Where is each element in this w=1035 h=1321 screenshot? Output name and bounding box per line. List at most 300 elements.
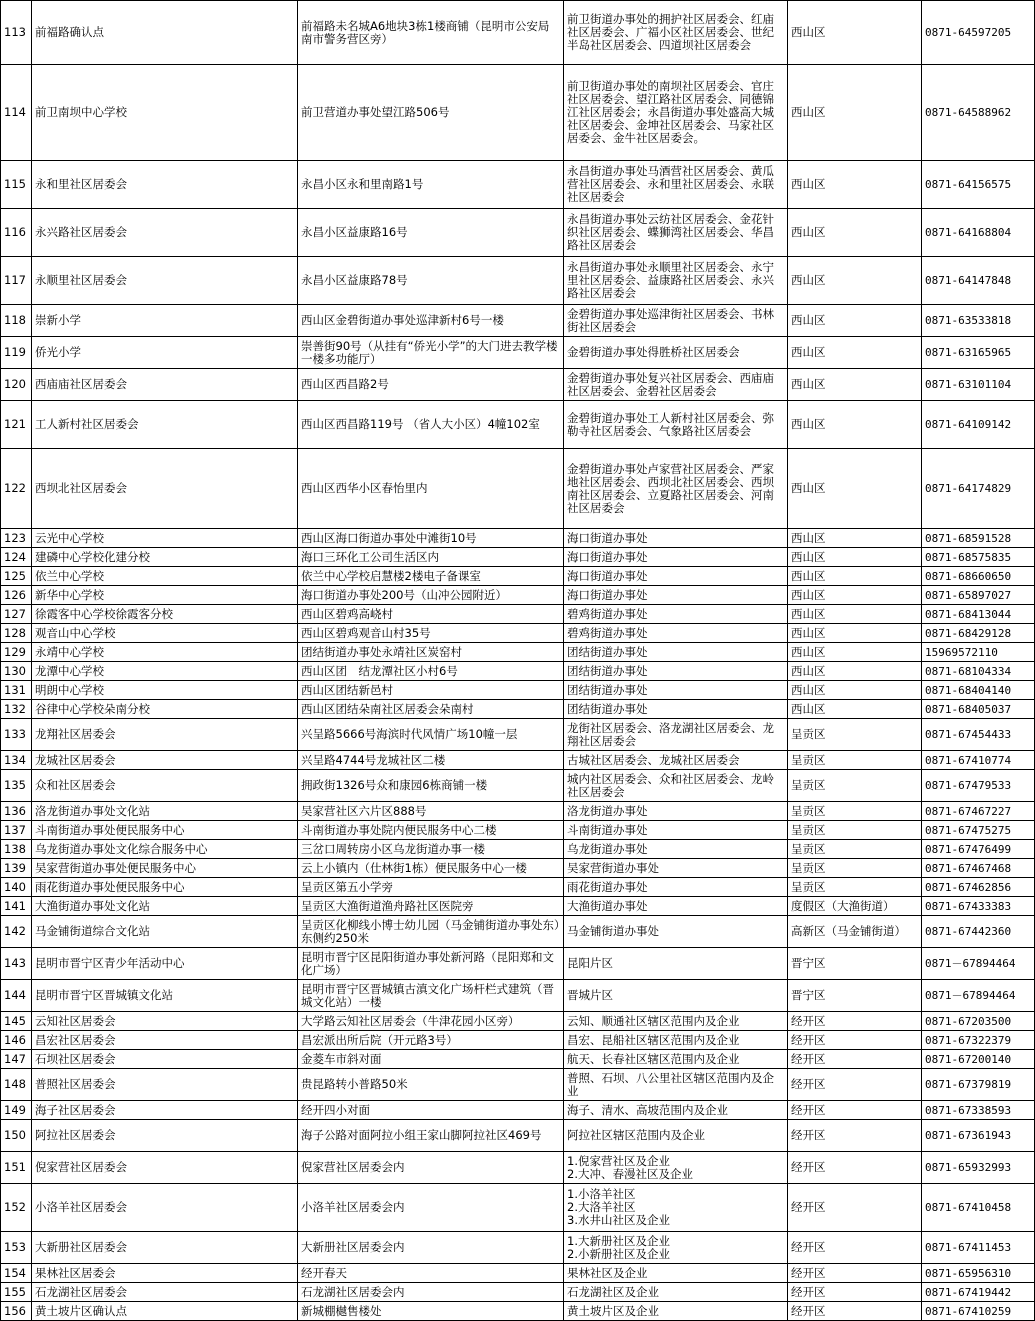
cell-district: 西山区 (788, 401, 922, 449)
cell-no: 144 (1, 980, 32, 1012)
cell-name: 黄土坡片区确认点 (32, 1302, 298, 1321)
cell-phone: 0871-64174829 (922, 449, 1035, 529)
cell-address: 大新册社区居委会内 (298, 1232, 564, 1264)
cell-scope: 洛龙街道办事处 (564, 802, 788, 821)
cell-scope: 黄土坡片区及企业 (564, 1302, 788, 1321)
cell-phone: 0871-63165965 (922, 337, 1035, 369)
cell-no: 147 (1, 1050, 32, 1069)
cell-phone: 0871-67411453 (922, 1232, 1035, 1264)
cell-phone: 0871-68660650 (922, 567, 1035, 586)
cell-name: 永顺里社区居委会 (32, 257, 298, 305)
cell-phone: 0871-67410259 (922, 1302, 1035, 1321)
cell-name: 永和里社区居委会 (32, 161, 298, 209)
cell-district: 西山区 (788, 624, 922, 643)
cell-district: 西山区 (788, 161, 922, 209)
table-row (1, 586, 1035, 605)
cell-address: 昆明市晋宁区晋城镇古滇文化广场杆栏式建筑（晋城文化站）一楼 (298, 980, 564, 1012)
cell-address: 贵昆路转小普路50米 (298, 1069, 564, 1101)
cell-scope: 永昌街道办事处云纺社区居委会、金花针织社区居委会、蝶狮湾社区居委会、华昌路社区居委会 (564, 209, 788, 257)
cell-district: 经开区 (788, 1232, 922, 1264)
cell-district: 西山区 (788, 643, 922, 662)
cell-address: 倪家营社区居委会内 (298, 1152, 564, 1184)
cell-no: 126 (1, 586, 32, 605)
cell-name: 永靖中心学校 (32, 643, 298, 662)
cell-address: 吴家营社区六片区888号 (298, 802, 564, 821)
cell-no: 122 (1, 449, 32, 529)
cell-address: 新城棚樾售楼处 (298, 1302, 564, 1321)
cell-no: 127 (1, 605, 32, 624)
cell-name: 龙城社区居委会 (32, 751, 298, 770)
cell-scope: 永昌街道办事处马酒营社区居委会、黄瓜营社区居委会、永和里社区居委会、永联社区居委会 (564, 161, 788, 209)
cell-address: 昆明市晋宁区昆阳街道办事处新河路（昆阳郑和文化广场） (298, 948, 564, 980)
cell-name: 果林社区居委会 (32, 1264, 298, 1283)
cell-address: 经开春天 (298, 1264, 564, 1283)
cell-district: 晋宁区 (788, 948, 922, 980)
cell-phone: 0871-65956310 (922, 1264, 1035, 1283)
cell-phone: 0871-67475275 (922, 821, 1035, 840)
table-row (1, 878, 1035, 897)
cell-scope: 昌宏、昆船社区辖区范围内及企业 (564, 1031, 788, 1050)
cell-scope: 马金铺街道办事处 (564, 916, 788, 948)
cell-scope: 团结街道办事处 (564, 681, 788, 700)
cell-name: 永兴路社区居委会 (32, 209, 298, 257)
cell-address: 西山区团 结龙潭社区小村6号 (298, 662, 564, 681)
cell-no: 142 (1, 916, 32, 948)
cell-name: 大渔街道办事处文化站 (32, 897, 298, 916)
cell-name: 云光中心学校 (32, 529, 298, 548)
cell-scope: 城内社区居委会、众和社区居委会、龙岭社区居委会 (564, 770, 788, 802)
cell-name: 洛龙街道办事处文化站 (32, 802, 298, 821)
cell-name: 谷律中心学校朵南分校 (32, 700, 298, 719)
table-row (1, 605, 1035, 624)
cell-no: 148 (1, 1069, 32, 1101)
cell-phone: 0871-67467227 (922, 802, 1035, 821)
cell-address: 大学路云知社区居委会（牛津花园小区旁） (298, 1012, 564, 1031)
cell-phone: 0871-67442360 (922, 916, 1035, 948)
table-row (1, 770, 1035, 802)
cell-name: 徐霞客中心学校徐霞客分校 (32, 605, 298, 624)
table-row (1, 209, 1035, 257)
cell-no: 141 (1, 897, 32, 916)
cell-address: 永昌小区永和里南路1号 (298, 161, 564, 209)
cell-address: 崇善街90号（从挂有“侨光小学”的大门进去教学楼一楼多功能厅） (298, 337, 564, 369)
cell-name: 石坝社区居委会 (32, 1050, 298, 1069)
cell-district: 呈贡区 (788, 770, 922, 802)
cell-no: 128 (1, 624, 32, 643)
cell-district: 经开区 (788, 1264, 922, 1283)
cell-phone: 0871-67433383 (922, 897, 1035, 916)
cell-district: 呈贡区 (788, 840, 922, 859)
cell-address: 西山区西昌路2号 (298, 369, 564, 401)
cell-name: 建磷中心学校化建分校 (32, 548, 298, 567)
table-row (1, 916, 1035, 948)
cell-district: 西山区 (788, 65, 922, 161)
cell-scope: 碧鸡街道办事处 (564, 624, 788, 643)
cell-address: 兴呈路5666号海滨时代风情广场10幢一层 (298, 719, 564, 751)
cell-phone: 0871-67379819 (922, 1069, 1035, 1101)
cell-phone: 0871-64156575 (922, 161, 1035, 209)
cell-phone: 0871-67419442 (922, 1283, 1035, 1302)
table-row (1, 681, 1035, 700)
cell-name: 小洛羊社区居委会 (32, 1184, 298, 1232)
cell-name: 倪家营社区居委会 (32, 1152, 298, 1184)
cell-no: 131 (1, 681, 32, 700)
cell-name: 前福路确认点 (32, 1, 298, 65)
cell-address: 呈贡区第五小学旁 (298, 878, 564, 897)
cell-phone: 0871-65932993 (922, 1152, 1035, 1184)
cell-scope: 海口街道办事处 (564, 586, 788, 605)
cell-phone: 0871-67200140 (922, 1050, 1035, 1069)
cell-district: 西山区 (788, 605, 922, 624)
cell-district: 晋宁区 (788, 980, 922, 1012)
cell-address: 斗南街道办事处院内便民服务中心二楼 (298, 821, 564, 840)
cell-scope: 果林社区及企业 (564, 1264, 788, 1283)
cell-scope: 晋城片区 (564, 980, 788, 1012)
cell-phone: 0871-68413044 (922, 605, 1035, 624)
cell-scope: 大渔街道办事处 (564, 897, 788, 916)
cell-address: 拥政街1326号众和康园6栋商铺一楼 (298, 770, 564, 802)
cell-no: 115 (1, 161, 32, 209)
cell-address: 西山区西昌路119号 （省人大小区）4幢102室 (298, 401, 564, 449)
cell-no: 120 (1, 369, 32, 401)
cell-scope: 海口街道办事处 (564, 548, 788, 567)
cell-no: 150 (1, 1120, 32, 1152)
cell-address: 经开四小对面 (298, 1101, 564, 1120)
cell-no: 130 (1, 662, 32, 681)
cell-no: 145 (1, 1012, 32, 1031)
cell-no: 114 (1, 65, 32, 161)
cell-address: 石龙湖社区居委会内 (298, 1283, 564, 1302)
table-row (1, 1152, 1035, 1184)
cell-phone: 0871-67476499 (922, 840, 1035, 859)
cell-scope: 普照、石坝、八公里社区辖区范围内及企业 (564, 1069, 788, 1101)
cell-phone: 0871-65897027 (922, 586, 1035, 605)
cell-address: 兴呈路4744号龙城社区二楼 (298, 751, 564, 770)
table-row (1, 821, 1035, 840)
cell-district: 呈贡区 (788, 719, 922, 751)
cell-phone: 0871－67894464 (922, 980, 1035, 1012)
cell-district: 经开区 (788, 1101, 922, 1120)
cell-scope: 海子、清水、高坡范围内及企业 (564, 1101, 788, 1120)
cell-phone: 0871-68429128 (922, 624, 1035, 643)
cell-name: 大新册社区居委会 (32, 1232, 298, 1264)
cell-address: 前卫营道办事处望江路506号 (298, 65, 564, 161)
cell-address: 云上小镇内（仕林街1栋）便民服务中心一楼 (298, 859, 564, 878)
cell-district: 呈贡区 (788, 821, 922, 840)
table-row (1, 719, 1035, 751)
cell-address: 金菱车市斜对面 (298, 1050, 564, 1069)
cell-scope: 金碧街道办事处卢家营社区居委会、严家地社区居委会、西坝北社区居委会、西坝南社区居委会、立夏路社区居委会、河南社区居委会 (564, 449, 788, 529)
cell-name: 工人新村社区居委会 (32, 401, 298, 449)
cell-address: 西山区西华小区春怡里内 (298, 449, 564, 529)
cell-name: 前卫南坝中心学校 (32, 65, 298, 161)
cell-name: 昆明市晋宁区晋城镇文化站 (32, 980, 298, 1012)
table-row (1, 662, 1035, 681)
cell-scope: 阿拉社区辖区范围内及企业 (564, 1120, 788, 1152)
cell-no: 143 (1, 948, 32, 980)
cell-name: 龙翔社区居委会 (32, 719, 298, 751)
cell-district: 高新区（马金铺街道） (788, 916, 922, 948)
table-row (1, 643, 1035, 662)
cell-name: 云知社区居委会 (32, 1012, 298, 1031)
cell-name: 侨光小学 (32, 337, 298, 369)
cell-name: 普照社区居委会 (32, 1069, 298, 1101)
cell-phone: 0871-64168804 (922, 209, 1035, 257)
cell-name: 阿拉社区居委会 (32, 1120, 298, 1152)
cell-phone: 0871－67894464 (922, 948, 1035, 980)
table-row (1, 337, 1035, 369)
cell-phone: 15969572110 (922, 643, 1035, 662)
cell-name: 依兰中心学校 (32, 567, 298, 586)
cell-address: 依兰中心学校启慧楼2楼电子备课室 (298, 567, 564, 586)
cell-scope: 海口街道办事处 (564, 529, 788, 548)
cell-district: 西山区 (788, 567, 922, 586)
cell-district: 经开区 (788, 1050, 922, 1069)
table-body (1, 1, 1035, 1321)
cell-no: 133 (1, 719, 32, 751)
cell-no: 116 (1, 209, 32, 257)
cell-address: 海口三环化工公司生活区内 (298, 548, 564, 567)
cell-no: 136 (1, 802, 32, 821)
cell-district: 呈贡区 (788, 751, 922, 770)
cell-district: 西山区 (788, 305, 922, 337)
table-row (1, 567, 1035, 586)
cell-address: 海子公路对面阿拉小组王家山脚阿拉社区469号 (298, 1120, 564, 1152)
table-row (1, 1069, 1035, 1101)
cell-phone: 0871-68591528 (922, 529, 1035, 548)
cell-name: 昆明市晋宁区青少年活动中心 (32, 948, 298, 980)
cell-address: 永昌小区益康路78号 (298, 257, 564, 305)
cell-phone: 0871-64147848 (922, 257, 1035, 305)
cell-phone: 0871-68405037 (922, 700, 1035, 719)
cell-no: 125 (1, 567, 32, 586)
cell-no: 137 (1, 821, 32, 840)
cell-address: 西山区海口街道办事处中滩街10号 (298, 529, 564, 548)
cell-district: 呈贡区 (788, 802, 922, 821)
cell-district: 西山区 (788, 548, 922, 567)
cell-scope: 金碧街道办事处复兴社区居委会、西庙庙社区居委会、金碧社区居委会 (564, 369, 788, 401)
cell-district: 西山区 (788, 662, 922, 681)
cell-address: 海口街道办事处200号（山冲公园附近） (298, 586, 564, 605)
table-row (1, 1232, 1035, 1264)
cell-no: 152 (1, 1184, 32, 1232)
cell-name: 海子社区居委会 (32, 1101, 298, 1120)
cell-phone: 0871-63533818 (922, 305, 1035, 337)
table-row (1, 1264, 1035, 1283)
cell-no: 138 (1, 840, 32, 859)
cell-name: 新华中心学校 (32, 586, 298, 605)
cell-district: 度假区（大渔街道） (788, 897, 922, 916)
cell-scope: 金碧街道办事处巡津街社区居委会、书林街社区居委会 (564, 305, 788, 337)
cell-phone: 0871-67410774 (922, 751, 1035, 770)
cell-no: 155 (1, 1283, 32, 1302)
cell-phone: 0871-67361943 (922, 1120, 1035, 1152)
cell-phone: 0871-64588962 (922, 65, 1035, 161)
table-row (1, 1302, 1035, 1321)
cell-district: 西山区 (788, 700, 922, 719)
cell-scope: 团结街道办事处 (564, 700, 788, 719)
cell-no: 149 (1, 1101, 32, 1120)
cell-district: 西山区 (788, 337, 922, 369)
cell-scope: 碧鸡街道办事处 (564, 605, 788, 624)
cell-no: 113 (1, 1, 32, 65)
cell-no: 151 (1, 1152, 32, 1184)
cell-scope: 雨花街道办事处 (564, 878, 788, 897)
cell-phone: 0871-67479533 (922, 770, 1035, 802)
table-row (1, 1031, 1035, 1050)
cell-address: 西山区团结朵南社区居委会朵南村 (298, 700, 564, 719)
cell-phone: 0871-63101104 (922, 369, 1035, 401)
cell-district: 西山区 (788, 529, 922, 548)
cell-phone: 0871-67454433 (922, 719, 1035, 751)
cell-scope: 海口街道办事处 (564, 567, 788, 586)
cell-district: 经开区 (788, 1069, 922, 1101)
cell-scope: 金碧街道办事处得胜桥社区居委会 (564, 337, 788, 369)
cell-address: 前福路未名城A6地块3栋1楼商铺（昆明市公安局南市警务营区旁） (298, 1, 564, 65)
cell-no: 146 (1, 1031, 32, 1050)
cell-no: 156 (1, 1302, 32, 1321)
table-row (1, 1050, 1035, 1069)
table-row (1, 1, 1035, 65)
table-row (1, 1101, 1035, 1120)
cell-address: 西山区金碧街道办事处巡津新村6号一楼 (298, 305, 564, 337)
table-row (1, 980, 1035, 1012)
table-row (1, 1012, 1035, 1031)
cell-district: 经开区 (788, 1120, 922, 1152)
cell-address: 小洛羊社区居委会内 (298, 1184, 564, 1232)
table-row (1, 1120, 1035, 1152)
cell-name: 明朗中心学校 (32, 681, 298, 700)
cell-district: 西山区 (788, 369, 922, 401)
table-row (1, 65, 1035, 161)
cell-name: 雨花街道办事处便民服务中心 (32, 878, 298, 897)
cell-scope: 永昌街道办事处永顺里社区居委会、永宁里社区居委会、益康路社区居委会、永兴路社区居委会 (564, 257, 788, 305)
cell-district: 西山区 (788, 257, 922, 305)
cell-district: 西山区 (788, 1, 922, 65)
table-row (1, 840, 1035, 859)
cell-address: 西山区碧鸡观音山村35号 (298, 624, 564, 643)
table-row (1, 369, 1035, 401)
cell-no: 132 (1, 700, 32, 719)
table-row (1, 161, 1035, 209)
cell-phone: 0871-64597205 (922, 1, 1035, 65)
cell-district: 经开区 (788, 1283, 922, 1302)
table-row (1, 529, 1035, 548)
cell-address: 永昌小区益康路16号 (298, 209, 564, 257)
cell-scope: 昆阳片区 (564, 948, 788, 980)
cell-scope: 龙街社区居委会、洛龙湖社区居委会、龙翔社区居委会 (564, 719, 788, 751)
cell-no: 119 (1, 337, 32, 369)
cell-district: 经开区 (788, 1302, 922, 1321)
cell-no: 153 (1, 1232, 32, 1264)
cell-no: 154 (1, 1264, 32, 1283)
table-row (1, 897, 1035, 916)
cell-name: 众和社区居委会 (32, 770, 298, 802)
cell-name: 石龙湖社区居委会 (32, 1283, 298, 1302)
table-row (1, 1184, 1035, 1232)
cell-district: 西山区 (788, 586, 922, 605)
cell-phone: 0871-68575835 (922, 548, 1035, 567)
cell-scope: 金碧街道办事处工人新村社区居委会、弥勒寺社区居委会、气象路社区居委会 (564, 401, 788, 449)
table-row (1, 548, 1035, 567)
cell-district: 经开区 (788, 1184, 922, 1232)
cell-scope: 航天、长春社区辖区范围内及企业 (564, 1050, 788, 1069)
cell-address: 呈贡区大渔街道渔舟路社区医院旁 (298, 897, 564, 916)
cell-scope: 1.倪家营社区及企业 2.大冲、春漫社区及企业 (564, 1152, 788, 1184)
table-row (1, 859, 1035, 878)
cell-phone: 0871-67322379 (922, 1031, 1035, 1050)
cell-no: 139 (1, 859, 32, 878)
table-row (1, 401, 1035, 449)
cell-name: 西坝北社区居委会 (32, 449, 298, 529)
cell-phone: 0871-67462856 (922, 878, 1035, 897)
cell-name: 乌龙街道办事处文化综合服务中心 (32, 840, 298, 859)
cell-name: 崇新小学 (32, 305, 298, 337)
cell-scope: 石龙湖社区及企业 (564, 1283, 788, 1302)
cell-district: 经开区 (788, 1012, 922, 1031)
cell-address: 西山区团结新邑村 (298, 681, 564, 700)
cell-scope: 乌龙街道办事处 (564, 840, 788, 859)
cell-name: 斗南街道办事处便民服务中心 (32, 821, 298, 840)
table-row (1, 305, 1035, 337)
cell-name: 观音山中心学校 (32, 624, 298, 643)
cell-phone: 0871-68404140 (922, 681, 1035, 700)
cell-scope: 前卫街道办事处的南坝社区居委会、官庄社区居委会、望江路社区居委会、同德锦江社区居委会；永昌街道办事处盛高大城社区居委会、金坤社区居委会、马家社区居委会、金牛社区居委会。 (564, 65, 788, 161)
cell-no: 117 (1, 257, 32, 305)
cell-district: 经开区 (788, 1152, 922, 1184)
cell-no: 118 (1, 305, 32, 337)
cell-name: 马金铺街道综合文化站 (32, 916, 298, 948)
cell-name: 龙潭中心学校 (32, 662, 298, 681)
table-row (1, 624, 1035, 643)
cell-scope: 古城社区居委会、龙城社区居委会 (564, 751, 788, 770)
cell-address: 西山区碧鸡高峣村 (298, 605, 564, 624)
cell-district: 西山区 (788, 209, 922, 257)
cell-scope: 斗南街道办事处 (564, 821, 788, 840)
cell-district: 西山区 (788, 681, 922, 700)
cell-scope: 1.大新册社区及企业 2.小新册社区及企业 (564, 1232, 788, 1264)
cell-phone: 0871-67338593 (922, 1101, 1035, 1120)
cell-phone: 0871-68104334 (922, 662, 1035, 681)
cell-scope: 1.小洛羊社区 2.大洛羊社区 3.水井山社区及企业 (564, 1184, 788, 1232)
table-row (1, 257, 1035, 305)
cell-address: 昌宏派出所后院（开元路3号） (298, 1031, 564, 1050)
cell-scope: 前卫街道办事处的拥护社区居委会、红庙社区居委会、广福小区社区居委会、世纪半岛社区居委会、四道坝社区居委会 (564, 1, 788, 65)
cell-address: 团结街道办事处永靖社区炭窑村 (298, 643, 564, 662)
cell-no: 124 (1, 548, 32, 567)
table-row (1, 802, 1035, 821)
table-row (1, 751, 1035, 770)
cell-phone: 0871-67410458 (922, 1184, 1035, 1232)
cell-scope: 团结街道办事处 (564, 643, 788, 662)
cell-name: 昌宏社区居委会 (32, 1031, 298, 1050)
cell-phone: 0871-67467468 (922, 859, 1035, 878)
table-row (1, 700, 1035, 719)
table-row (1, 1283, 1035, 1302)
table-row (1, 948, 1035, 980)
cell-address: 三岔口周转房小区乌龙街道办事一楼 (298, 840, 564, 859)
cell-district: 西山区 (788, 449, 922, 529)
cell-scope: 云知、顺通社区辖区范围内及企业 (564, 1012, 788, 1031)
cell-no: 135 (1, 770, 32, 802)
cell-address: 呈贡区化柳线小博士幼儿园（马金铺街道办事处东）东侧约250米 (298, 916, 564, 948)
cell-scope: 团结街道办事处 (564, 662, 788, 681)
table-row (1, 449, 1035, 529)
cell-scope: 吴家营街道办事处 (564, 859, 788, 878)
cell-district: 呈贡区 (788, 878, 922, 897)
cell-no: 134 (1, 751, 32, 770)
cell-name: 西庙庙社区居委会 (32, 369, 298, 401)
